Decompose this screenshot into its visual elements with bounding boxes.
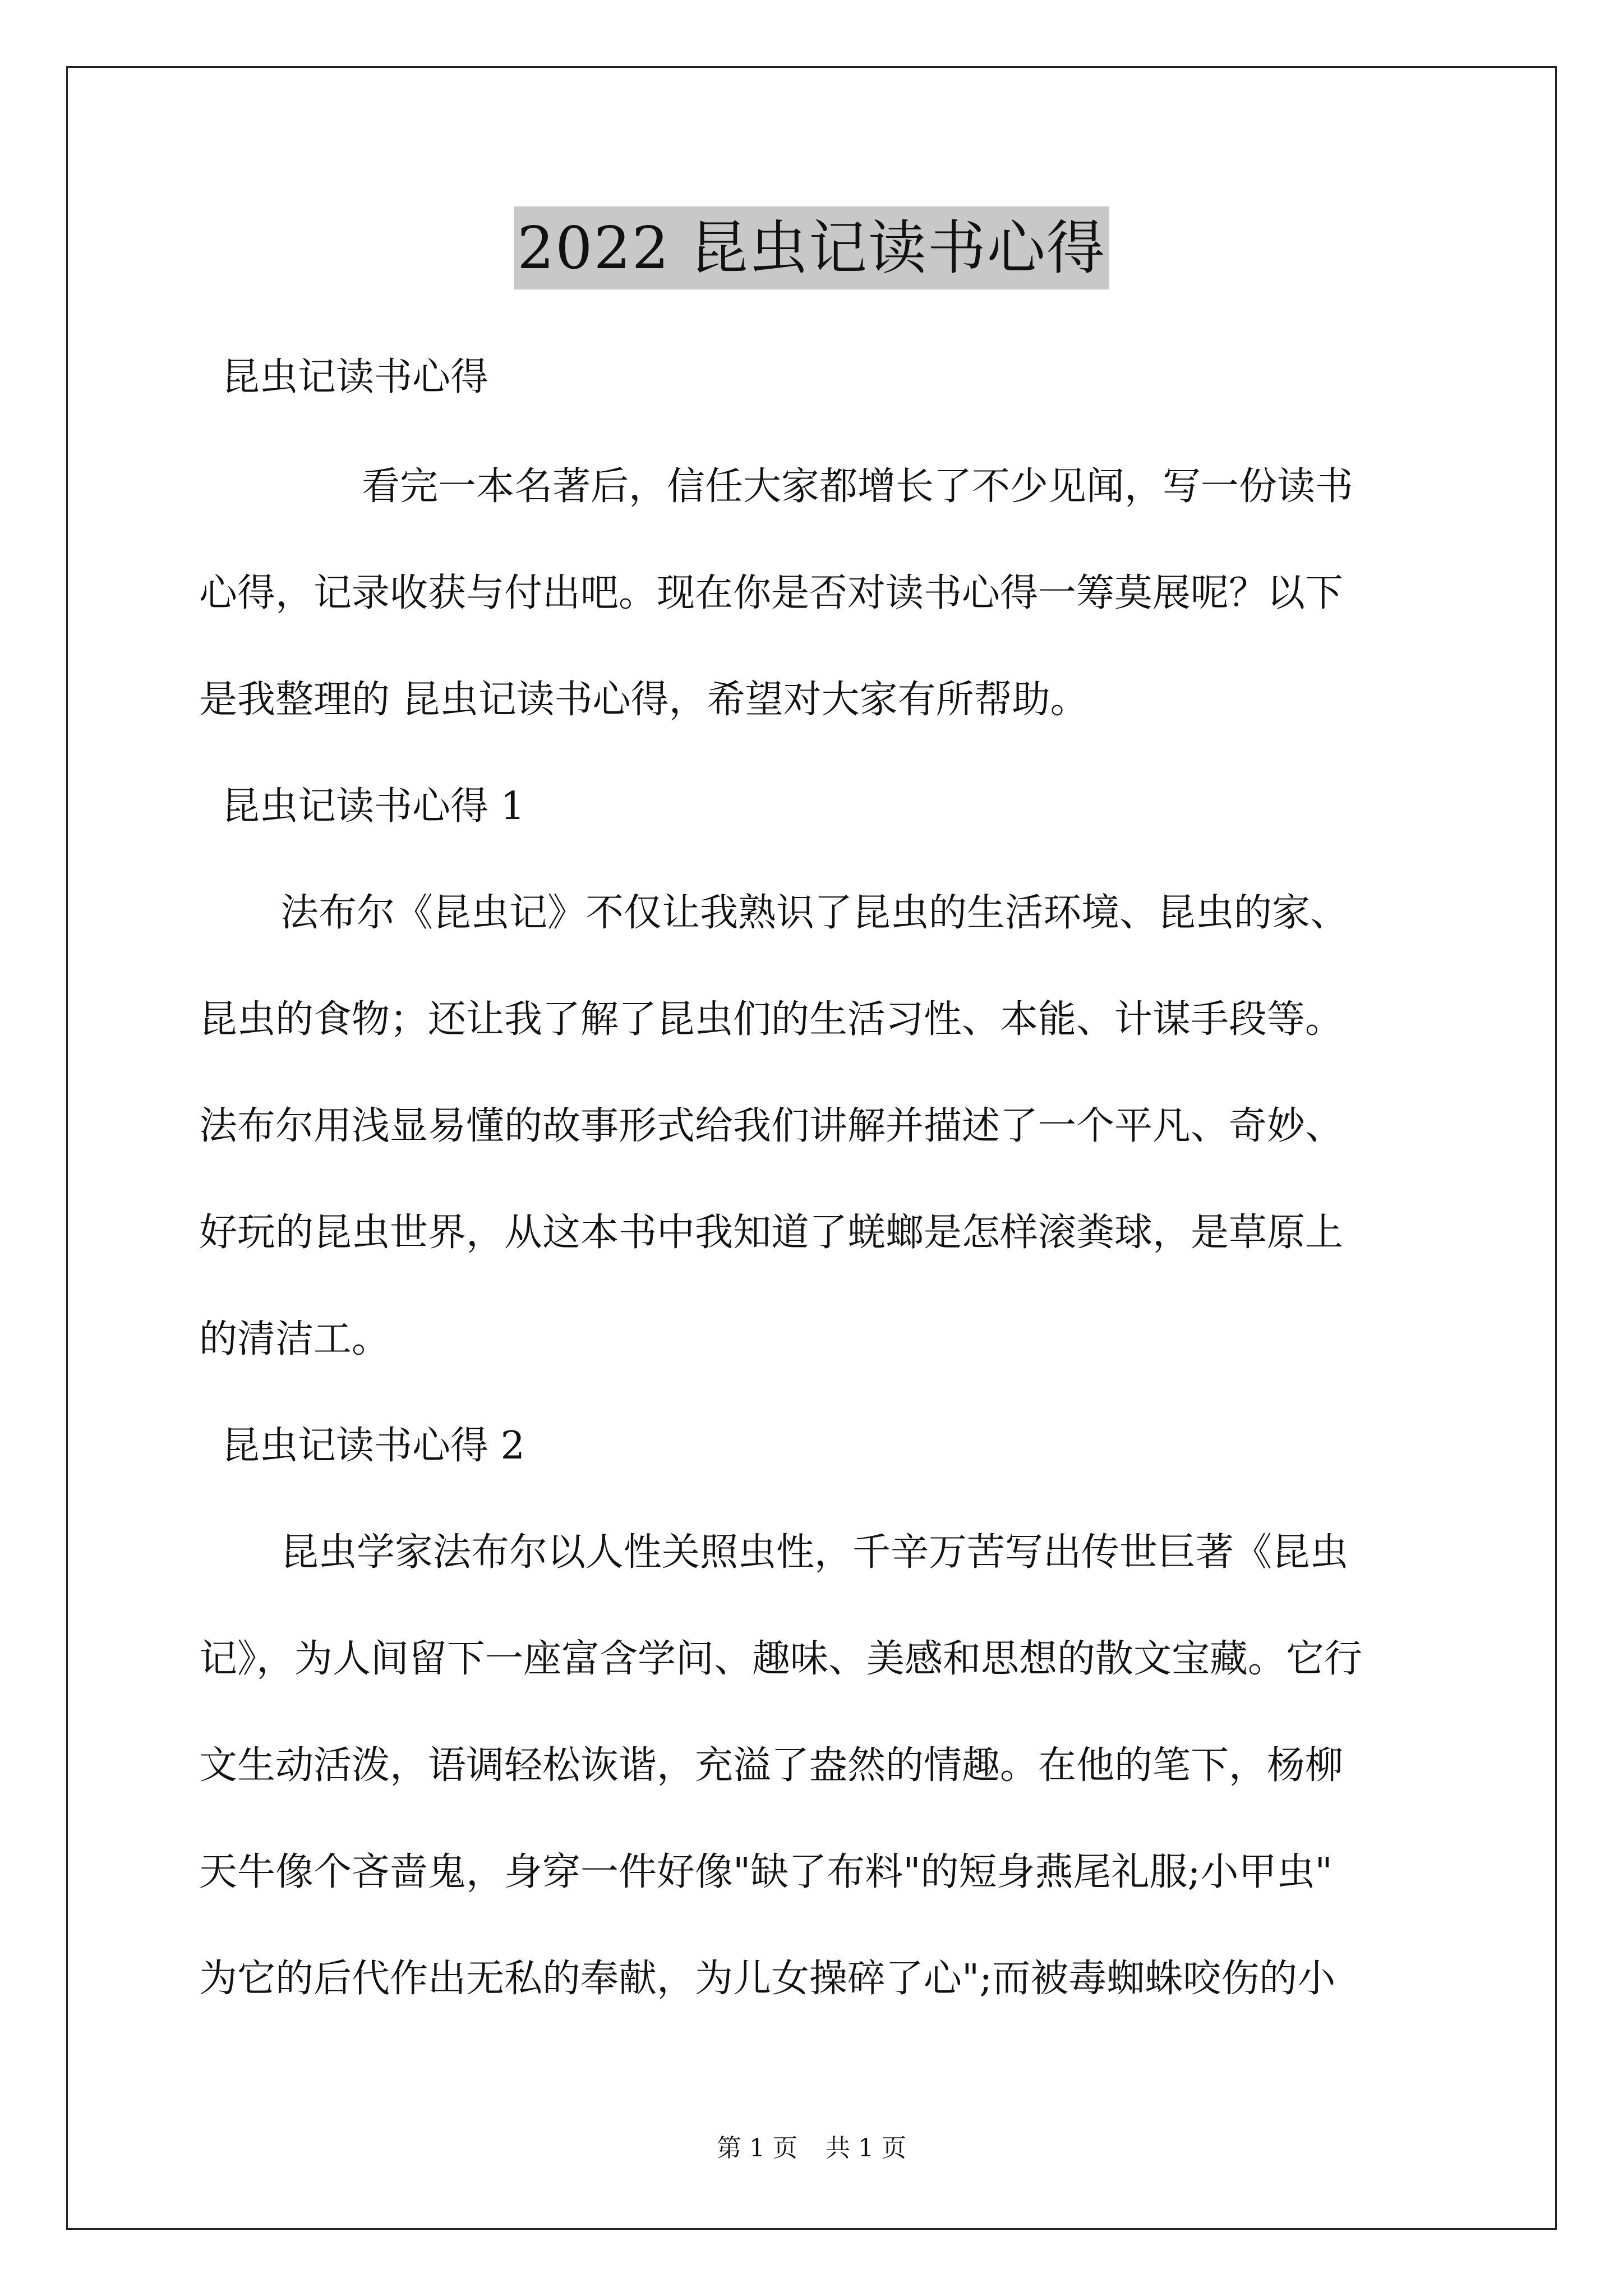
section-1-line-2: 昆虫的食物；还让我了解了昆虫们的生活习性、本能、计谋手段等。 [199,997,1344,1042]
intro-line-1: 看完一本名著后，信任大家都增长了不少见闻，写一份读书 [362,464,1354,509]
page-number: 第 1 页 [717,2134,797,2162]
section-2-line-3: 文生动活泼，语调轻松诙谐，充溢了盎然的情趣。在他的笔下，杨柳 [199,1743,1344,1788]
section-1-line-1: 法布尔《昆虫记》不仅让我熟识了昆虫的生活环境、昆虫的家、 [280,891,1349,935]
intro-line-3: 是我整理的 昆虫记读书心得，希望对大家有所帮助。 [199,678,1089,722]
document-title: 2022 昆虫记读书心得 [514,206,1109,289]
title-container [0,206,1623,289]
section-1-line-3: 法布尔用浅显易懂的故事形式给我们讲解并描述了一个平凡、奇妙、 [199,1104,1344,1148]
section-2-line-1: 昆虫学家法布尔以人性关照虫性，千辛万苦写出传世巨著《昆虫 [280,1530,1349,1575]
section-2-heading: 昆虫记读书心得 2 [222,1424,525,1468]
section-1-line-5: 的清洁工。 [199,1317,390,1361]
section-2-line-2: 记》，为人间留下一座富含学问、趣味、美感和思想的散文宝藏。它行 [199,1637,1363,1681]
section-1-heading: 昆虫记读书心得 1 [222,784,525,829]
intro-heading: 昆虫记读书心得 [222,355,489,399]
section-2-line-5: 为它的后代作出无私的奉献，为儿女操碎了心";而被毒蜘蛛咬伤的小 [199,1957,1336,2001]
section-1-line-4: 好玩的昆虫世界，从这本书中我知道了蜣螂是怎样滚粪球，是草原上 [199,1211,1344,1255]
page-footer [0,2132,1623,2165]
section-2-line-4: 天牛像个吝啬鬼，身穿一件好像"缺了布料"的短身燕尾礼服;小甲虫" [199,1850,1332,1894]
page-total: 共 1 页 [826,2134,906,2162]
intro-line-2: 心得，记录收获与付出吧。现在你是否对读书心得一筹莫展呢？以下 [199,571,1344,615]
